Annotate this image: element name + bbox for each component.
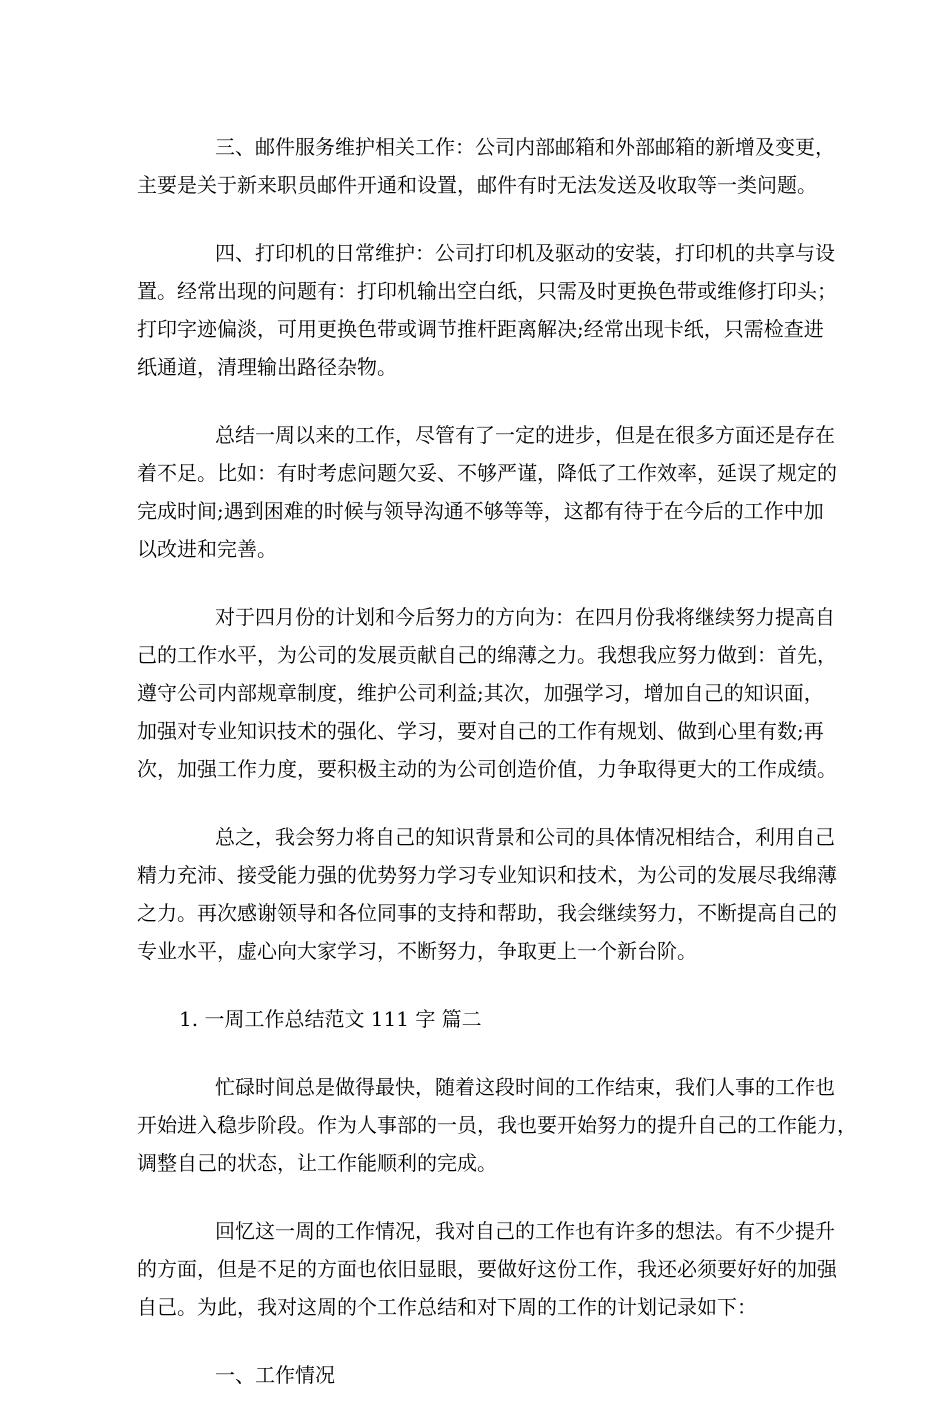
text-line: 以改进和完善。 bbox=[137, 537, 277, 561]
text-line: 打印字迹偏淡，可用更换色带或调节推杆距离解决;经常出现卡纸，只需检查进 bbox=[137, 317, 824, 341]
paragraph-busy-time bbox=[137, 1068, 857, 1182]
text-line: 加强对专业知识技术的强化、学习，要对自己的工作有规划、做到心里有数;再 bbox=[137, 719, 824, 743]
text-line: 纸通道，清理输出路径杂物。 bbox=[137, 355, 397, 379]
text-line: 总结一周以来的工作，尽管有了一定的进步，但是在很多方面还是存在 bbox=[215, 423, 835, 447]
text-line: 精力充沛、接受能力强的优势努力学习专业知识和技术，为公司的发展尽我绵薄 bbox=[137, 863, 837, 887]
text-line: 忙碌时间总是做得最快，随着这段时间的工作结束，我们人事的工作也 bbox=[215, 1075, 835, 1099]
text-line: 己的工作水平，为公司的发展贡献自己的绵薄之力。我想我应努力做到：首先， bbox=[137, 643, 837, 667]
paragraph-week-recall bbox=[137, 1212, 837, 1326]
paragraph-email-service bbox=[137, 128, 835, 204]
text-line: 对于四月份的计划和今后努力的方向为：在四月份我将继续努力提高自 bbox=[215, 605, 835, 629]
text-line: 四、打印机的日常维护：公司打印机及驱动的安装，打印机的共享与设 bbox=[215, 241, 835, 265]
text-line: 之力。再次感谢领导和各位同事的支持和帮助，我会继续努力，不断提高自己的 bbox=[137, 901, 837, 925]
section-heading: 1. 一周工作总结范文 111 字 篇二 bbox=[179, 1007, 482, 1031]
text-line: 着不足。比如：有时考虑问题欠妥、不够严谨，降低了工作效率，延误了规定的 bbox=[137, 461, 837, 485]
text-line: 次，加强工作力度，要积极主动的为公司创造价值，力争取得更大的工作成绩。 bbox=[137, 757, 837, 781]
paragraph-weekly-summary bbox=[137, 416, 837, 568]
text-line: 主要是关于新来职员邮件开通和设置，邮件有时无法发送及收取等一类问题。 bbox=[137, 173, 817, 197]
sub-heading-work-status: 一、工作情况 bbox=[215, 1363, 335, 1387]
text-line: 总之，我会努力将自己的知识背景和公司的具体情况相结合，利用自己 bbox=[215, 825, 835, 849]
text-line: 专业水平，虚心向大家学习，不断努力，争取更上一个新台阶。 bbox=[137, 939, 697, 963]
text-line: 遵守公司内部规章制度，维护公司利益;其次，加强学习，增加自己的知识面， bbox=[137, 681, 824, 705]
text-line: 置。经常出现的问题有：打印机输出空白纸，只需及时更换色带或维修打印头； bbox=[137, 279, 837, 303]
text-line: 自己。为此，我对这周的个工作总结和对下周的工作的计划记录如下： bbox=[137, 1295, 757, 1319]
text-line: 调整自己的状态，让工作能顺利的完成。 bbox=[137, 1151, 497, 1175]
text-line: 回忆这一周的工作情况，我对自己的工作也有许多的想法。有不少提升 bbox=[215, 1219, 835, 1243]
paragraph-conclusion bbox=[137, 818, 837, 970]
text-line: 完成时间;遇到困难的时候与领导沟通不够等等，这都有待于在今后的工作中加 bbox=[137, 499, 824, 523]
text-line: 开始进入稳步阶段。作为人事部的一员，我也要开始努力的提升自己的工作能力， bbox=[137, 1113, 857, 1137]
paragraph-printer-maintenance bbox=[137, 234, 837, 386]
document-page bbox=[137, 128, 857, 1424]
text-line: 三、邮件服务维护相关工作：公司内部邮箱和外部邮箱的新增及变更， bbox=[215, 135, 835, 159]
text-line: 的方面，但是不足的方面也依旧显眼，要做好这份工作，我还必须要好好的加强 bbox=[137, 1257, 837, 1281]
paragraph-april-plan bbox=[137, 598, 837, 788]
